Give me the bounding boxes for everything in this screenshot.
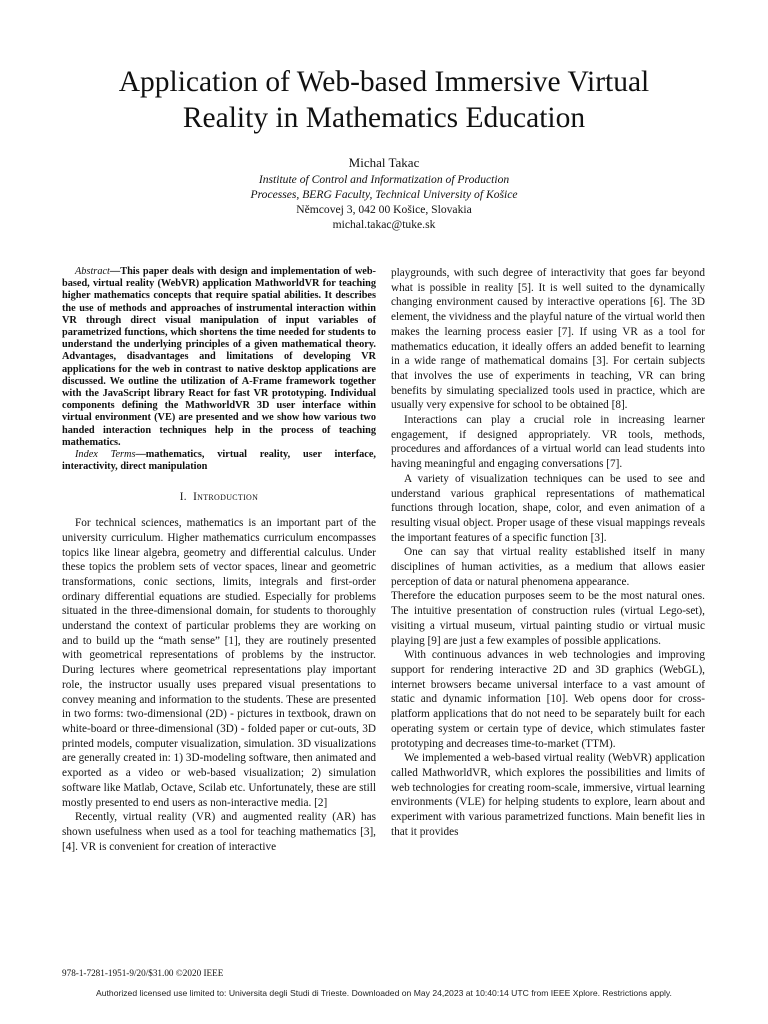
author-block: [80, 154, 688, 232]
body-paragraph: A variety of visualization techniques can be used to see and understand various graphical representations of mathematical functions through location, shape, color, and even animation of a resulting visual object. Proper usage of these visual mappings reveals the important features of a specific function [3].: [391, 472, 705, 544]
body-paragraph: Recently, virtual reality (VR) and augmented reality (AR) has shown usefulness when used as a tool for teaching mathematics [3], [4]. VR is convenient for creation of interactive: [62, 811, 376, 853]
index-terms-text: —mathematics, virtual reality, user interface, interactivity, direct manipulation: [62, 449, 376, 473]
body-paragraph: Interactions can play a crucial role in increasing learner engagement, if designed appropriately. VR tools, methods, procedures and affordances of a virtual world can lead students into having meaningful and engaging conversations [7].: [391, 414, 705, 471]
index-terms-label: Index Terms: [75, 449, 136, 461]
paper-title: [60, 64, 708, 136]
author-affiliation-1: Institute of Control and Informatization of Production: [258, 173, 510, 186]
author-name: Michal Takac: [348, 155, 420, 170]
title-line-2: Reality in Mathematics Education: [182, 102, 586, 134]
section-number: I.: [179, 491, 187, 504]
body-paragraph: One can say that virtual reality established itself in many disciplines of human activities, as a medium that allows easier perception of data or natural phenomena appearance.: [391, 546, 705, 588]
body-paragraph: With continuous advances in web technologies and improving support for rendering interactive 2D and 3D graphics (WebGL), internet browsers became universal interface to a vast amount of static and dynamic information [10]. Web opens door for cross-platform applications that do not need to be separately built for each operating system or certain type of device, which stimulates faster prototyping and decreases time-to-market (TTM).: [391, 649, 705, 750]
body-paragraph: Therefore the education purposes seem to be the most natural ones. The intuitive presentation of construction rules (virtual Lego-set), visiting a virtual museum, virtual painting studio or virtual music playing [9] are just a few examples of possible applications.: [391, 590, 705, 647]
abstract-text: —This paper deals with design and implementation of web-based, virtual reality (WebVR) application MathworldVR for teaching higher mathematics concepts that require spatial abilities. It describes the use of methods and approaches of instrumental interaction within VR through direct visual manipulation of input variables of parametrized functions, which shortens the time needed for students to understand the underlying principles of a given mathematical theory. Advantages, disadvantages and limitations of developing VR applications for the web in contrast to native desktop applications are discussed. We outline the utilization of A-Frame framework together with the JavaScript library React for fast VR prototyping. Individual components defining the MathworldVR 3D user interface within virtual environment (VE) are presented and we show how various two handed interaction techniques help in the process of teaching mathematics.: [62, 266, 376, 448]
license-footer: Authorized licensed use limited to: Universita degli Studi di Trieste. Downloaded on May 24,2023 at 10:40:14 UTC from IEEE Xplore. Restrictions apply.: [96, 988, 672, 998]
body-paragraph: For technical sciences, mathematics is an important part of the university curriculum. Higher mathematics curriculum encompasses topics like linear algebra, geometry and differential calculus. Under these topics the problem sets of vector spaces, linear and geometric transformations, conic sections, limits, integrals and first-order ordinary differential equations are studied. Especially for problems situated in the three-dimensional domain, for students to thoroughly understand the context of particular problems they are working on and to build up the “math sense” [1], they are routinely presented with geometrical representations of problems by the instructor. During lectures where geometrical representations play important role, the instructor usually uses prepared visual presentations to convey meaning and information to the students. These are presented in two forms: two-dimensional (2D) - pictures in textbook, drawn on white-board or three-dimensional (3D) - folded paper or cut-outs, 3D printed models, computer visualization, simulation. 3D visualizations are generally created in: 1) 3D-modeling software, then animated and exported as a video or web-based visualization; 2) simulation software like Matlab, Octave, Scilab etc. Unfortunately, these are still mostly presented to end users as non-interactive media. [2]: [62, 517, 376, 809]
left-column: [62, 266, 376, 854]
abstract: [62, 266, 376, 449]
title-line-1: Application of Web-based Immersive Virtual: [118, 66, 650, 98]
index-terms: [62, 449, 376, 473]
section-heading-introduction: [62, 490, 376, 505]
abstract-label: Abstract: [75, 266, 110, 277]
body-paragraph: playgrounds, with such degree of interactivity that goes far beyond what is possible in reality [5]. It is well suited to the dynamically changing environment caused by interactive operations [6]. The 3D element, the vividness and the playful nature of the virtual world then makes the learning process easier [7]. If using VR as a tool for mathematics education, it ideally offers an added benefit to learning in a wide range of mathematical domains [3]. For certain subjects that involves the use of experiments in teaching, VR can bring benefits by simulating specialized tools used in practice, which are usually very expensive for school to be obtained [8].: [391, 267, 705, 412]
body-paragraph: We implemented a web-based virtual reality (WebVR) application called MathworldVR, which explores the possibilities and limits of web technologies for creating room-scale, immersive, virtual learning environments (VLE) for helping students to explore, learn about and experiment with various parametrized functions. Main benefit lies in that it provides: [391, 752, 705, 838]
right-column: [391, 266, 705, 839]
author-address: Němcovej 3, 042 00 Košice, Slovakia: [296, 203, 472, 216]
section-title: Introduction: [193, 491, 259, 504]
copyright-notice: 978-1-7281-1951-9/20/$31.00 ©2020 IEEE: [62, 968, 224, 978]
author-affiliation-2: Processes, BERG Faculty, Technical University of Košice: [250, 188, 518, 201]
author-email: michal.takac@tuke.sk: [332, 218, 436, 231]
